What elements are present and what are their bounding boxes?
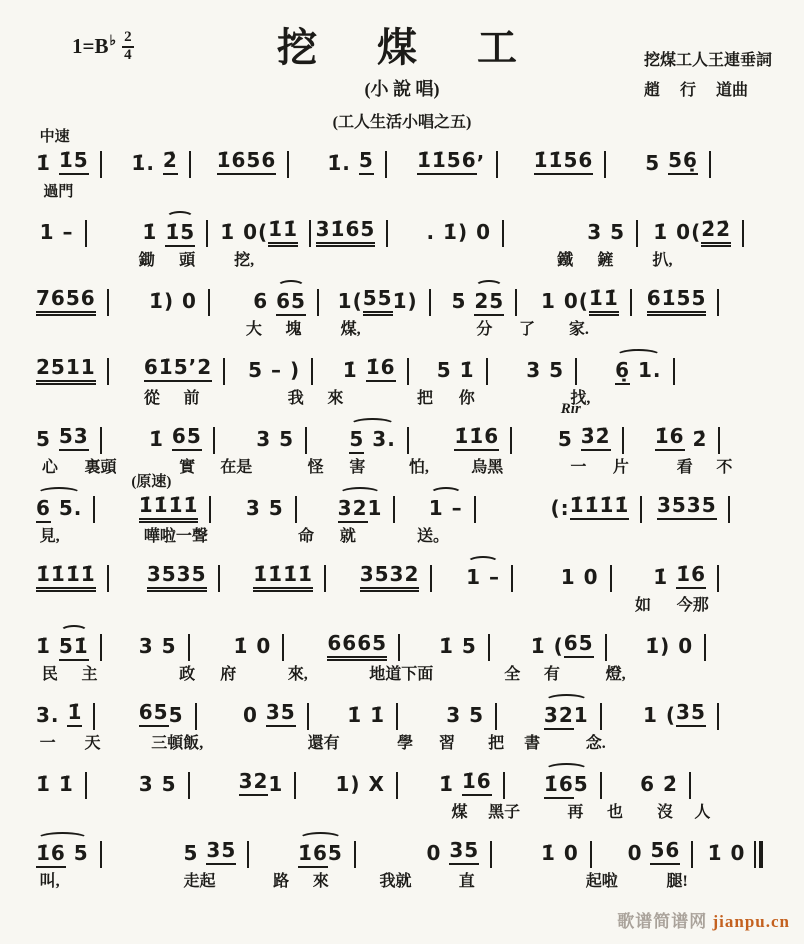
- lyric-syllable: 有: [543, 666, 560, 683]
- lyric-syllable: 我就: [379, 873, 412, 890]
- score-line: [36, 341, 770, 417]
- measure: 1̇ 0: [541, 838, 592, 865]
- notation-row: [36, 562, 770, 592]
- lyric-syllable: 人: [694, 804, 711, 821]
- lyric-syllable: 直: [458, 873, 475, 890]
- measure: 61̇ 55: [647, 286, 720, 313]
- score-line: [36, 824, 770, 893]
- measure: 1̇ 1̇5: [36, 148, 102, 175]
- lyric-syllable: 學: [397, 735, 414, 752]
- lyric-syllable: 一: [570, 459, 587, 476]
- measure: 5 3.: [349, 424, 408, 451]
- lyric-syllable: 從: [143, 390, 160, 407]
- measure: 1̇ 5: [439, 631, 490, 658]
- measure: 3 5: [446, 700, 497, 727]
- measure: 6 5.: [36, 493, 95, 520]
- measure: 1̇ 1̇5: [142, 217, 208, 244]
- measure: 5 – ): [248, 355, 313, 382]
- lyric-syllable: 天: [84, 735, 101, 752]
- measure: 1̇65: [298, 838, 356, 865]
- lyric-syllable: 燈,: [605, 666, 626, 683]
- lyric-syllable: 習: [438, 735, 455, 752]
- lyric-syllable: 把: [488, 735, 505, 752]
- lyric-syllable: 把: [416, 390, 433, 407]
- tempo-label: (原速): [131, 474, 172, 490]
- header: [0, 0, 804, 131]
- lyric-syllable: 起啦: [585, 873, 618, 890]
- lyric-syllable: 三頓飯,: [151, 735, 204, 752]
- notation-row: [36, 217, 770, 247]
- lyric-syllable: 實: [179, 459, 196, 476]
- lyric-syllable: 一: [39, 735, 56, 752]
- series-subtitle: (工人生活小唱之五): [332, 114, 472, 131]
- watermark-site-name: 歌谱简谱网: [617, 912, 713, 931]
- lyric-syllable: 頭: [179, 252, 196, 269]
- measure: 3 5: [246, 493, 297, 520]
- lyric-syllable: 來: [312, 873, 329, 890]
- lyric-syllable: 腿!: [666, 873, 688, 890]
- notation-row: [36, 493, 770, 523]
- measure: 1( 55 1̇): [338, 286, 431, 313]
- notation-row: [36, 838, 770, 868]
- measure: 5 25: [451, 286, 517, 313]
- measure: 1 –: [466, 562, 513, 589]
- measure: 3 5: [526, 355, 577, 382]
- measure: 35 35: [147, 562, 220, 589]
- lyric-syllable: 扒,: [652, 252, 673, 269]
- lyric-syllable: 來,: [287, 666, 308, 683]
- measure: 1̇ 1̇6: [439, 769, 505, 796]
- lyric-syllable: 見,: [39, 528, 60, 545]
- measure: 32 1: [239, 769, 297, 796]
- measure: 1̇6 2̇: [655, 424, 721, 451]
- measure: 5 3̇2̇: [558, 424, 624, 451]
- score-line: [36, 203, 770, 272]
- measure: 1 –: [429, 493, 476, 520]
- notation-row: [36, 355, 770, 385]
- measure: 1̇ 1̇6: [653, 562, 719, 589]
- time-signature: [122, 30, 134, 64]
- measure: 0 56: [628, 838, 694, 865]
- lyric-syllable: 鐵: [557, 252, 574, 269]
- measure: 1̇ 65: [149, 424, 215, 451]
- time-signature-numerator: 2: [122, 30, 134, 48]
- lyric-syllable: 裏頭: [84, 459, 117, 476]
- measure: 3 5: [587, 217, 638, 244]
- score-line: [36, 686, 770, 755]
- score-line: [36, 410, 770, 479]
- measure: 1̇ 51̇: [36, 631, 102, 658]
- measure: 65 5: [139, 700, 197, 727]
- measure: 61̇5’2: [144, 355, 225, 382]
- measure: 5 56̣: [645, 148, 711, 175]
- measure: 3 5: [139, 631, 190, 658]
- tempo-label: 中速: [39, 129, 70, 145]
- measure: 1̇6 5: [36, 838, 102, 865]
- measure: 0 35: [243, 700, 309, 727]
- lyric-syllable: 不: [716, 459, 733, 476]
- measure: 1 0( 1̇1̇: [541, 286, 632, 313]
- lyric-syllable: 塊: [285, 321, 302, 338]
- measure: 1̇) 0: [645, 631, 706, 658]
- measure: 1̇65: [544, 769, 602, 796]
- lyric-syllable: 如: [634, 597, 651, 614]
- measure: 1̇ 0: [233, 631, 284, 658]
- lyric-syllable: 命: [298, 528, 315, 545]
- lyric-syllable: 主: [81, 666, 98, 683]
- measure: 1̇. 2̇: [131, 148, 190, 175]
- lyric-syllable: 你: [458, 390, 475, 407]
- measure: 35 35: [657, 493, 730, 520]
- lyric-syllable: 分: [476, 321, 493, 338]
- measure: 1̇6 56: [217, 148, 290, 175]
- notation-row: [36, 424, 770, 454]
- composer-credit: 趙 行 道曲: [643, 82, 748, 100]
- lyric-syllable: 我: [287, 390, 304, 407]
- lyric-syllable: 就: [339, 528, 356, 545]
- measure: 321: [338, 493, 396, 520]
- score-line: [36, 755, 770, 824]
- lyric-syllable: 鏟: [597, 252, 614, 269]
- lyric-syllable: 看: [676, 459, 693, 476]
- measure: 1̇1̇ 56: [534, 148, 607, 175]
- notation-row: [36, 148, 770, 178]
- lyric-syllable: 今那: [676, 597, 709, 614]
- measure: 321: [544, 700, 602, 727]
- measure: 1 ( 35: [643, 700, 719, 727]
- lyric-syllable: 家.: [568, 321, 589, 338]
- measure: 1̇ 0( 2̇2̇: [653, 217, 744, 244]
- watermark: [617, 907, 790, 932]
- measure: 1̇ 0( 1̇1̇: [220, 217, 311, 244]
- measure: 66 65: [327, 631, 400, 658]
- measure: 1̇. 5: [327, 148, 386, 175]
- measure: 1̇) 0: [149, 286, 210, 313]
- score: [36, 129, 770, 893]
- score-line: [36, 474, 770, 548]
- key-signature: [72, 30, 134, 64]
- score-line: [36, 548, 770, 617]
- lyric-syllable: 走起: [183, 873, 216, 890]
- measure: . 1̇) 0: [426, 217, 504, 244]
- lyric-syllable: 煤: [451, 804, 468, 821]
- tempo-label: 過門: [43, 184, 74, 200]
- measure: 1) X: [335, 769, 397, 796]
- lyric-syllable: 再: [567, 804, 584, 821]
- lyric-syllable: 沒: [656, 804, 673, 821]
- measure: 3. 1̇: [36, 700, 95, 727]
- measure: 3 5: [139, 769, 190, 796]
- lyric-syllable: 前: [183, 390, 200, 407]
- notation-row: [36, 286, 770, 316]
- time-signature-denominator: 4: [124, 46, 132, 63]
- lyric-syllable: 黑子: [488, 804, 521, 821]
- notation-row: [36, 769, 770, 799]
- measure: 1̇1̇ 56 ’: [417, 148, 498, 175]
- page-title: 挖 煤 工: [277, 25, 527, 70]
- lyric-syllable: 全: [504, 666, 521, 683]
- lyric-syllable: 送。: [416, 528, 449, 545]
- lyric-syllable: 路: [273, 873, 290, 890]
- credits: [644, 46, 772, 107]
- measure: 6̣ 1.: [615, 355, 674, 382]
- measure: 35 32: [360, 562, 433, 589]
- measure: 76 56: [36, 286, 109, 313]
- measure: 1̇1̇ 6: [454, 424, 512, 451]
- measure: 31̇ 65: [316, 217, 389, 244]
- lyric-syllable: 害: [349, 459, 366, 476]
- measure: 1 0: [561, 562, 612, 589]
- lyric-syllable: 嘩啦一聲: [143, 528, 208, 545]
- lyric-syllable: 挖,: [234, 252, 255, 269]
- score-line: [36, 272, 770, 341]
- lyric-syllable: 叫,: [39, 873, 60, 890]
- lyric-syllable: 怪: [307, 459, 324, 476]
- subtitle: (小 說 唱): [364, 79, 440, 99]
- lyric-syllable: 大: [245, 321, 262, 338]
- lyric-syllable: 還有: [307, 735, 340, 752]
- lyric-syllable: 書: [524, 735, 541, 752]
- lyric-syllable: 民: [41, 666, 58, 683]
- measure: 1̇1̇ 1̇1̇: [139, 493, 212, 520]
- measure: 5 53: [36, 424, 102, 451]
- measure: 1̇ 1̇: [36, 769, 87, 796]
- lyric-syllable: 念.: [585, 735, 606, 752]
- lyric-syllable: 也: [607, 804, 624, 821]
- handwritten-annotation: Rir: [560, 401, 581, 417]
- lyric-syllable: 府: [220, 666, 237, 683]
- lyricist-credit: 挖煤工人王連垂詞: [643, 52, 772, 69]
- lyric-syllable: 心: [41, 459, 58, 476]
- flat-symbol: ♭: [109, 34, 117, 50]
- measure: 0 35: [426, 838, 492, 865]
- measure: 6 2̇: [640, 769, 691, 796]
- lyric-syllable: 鋤: [138, 252, 155, 269]
- measure: 1̇ 1̇6: [343, 355, 409, 382]
- measure: (: 1̇1̇ 1̇1̇: [551, 493, 643, 520]
- notation-row: [36, 631, 770, 661]
- score-line: [36, 617, 770, 686]
- measure: 1̇ 1̇: [347, 700, 398, 727]
- measure: 5 1̇: [437, 355, 488, 382]
- measure: 1̇1̇ 1̇1̇: [36, 562, 109, 589]
- lyric-syllable: 了: [518, 321, 535, 338]
- measure: 25 11: [36, 355, 109, 382]
- lyric-syllable: 政: [179, 666, 196, 683]
- notation-row: [36, 700, 770, 730]
- measure: 1̇ 0: [708, 838, 764, 865]
- watermark-domain: jianpu.cn: [712, 912, 790, 931]
- measure: 5 35: [184, 838, 250, 865]
- lyric-syllable: 煤,: [340, 321, 361, 338]
- measure: 3 5: [256, 424, 307, 451]
- lyric-syllable: 在是: [220, 459, 253, 476]
- lyric-syllable: 找,: [570, 390, 591, 407]
- lyric-syllable: 地道下面: [369, 666, 434, 683]
- lyric-syllable: 來: [327, 390, 344, 407]
- lyric-syllable: 片: [612, 459, 629, 476]
- measure: 1̇1̇ 1̇1̇: [253, 562, 326, 589]
- measure: 6 65: [253, 286, 319, 313]
- score-line: [36, 129, 770, 203]
- lyric-syllable: 怕,: [408, 459, 429, 476]
- key-text: 1=B: [72, 34, 109, 59]
- lyric-syllable: 烏黑: [471, 459, 504, 476]
- measure: 1 –: [40, 217, 87, 244]
- measure: 1̇ ( 65: [531, 631, 607, 658]
